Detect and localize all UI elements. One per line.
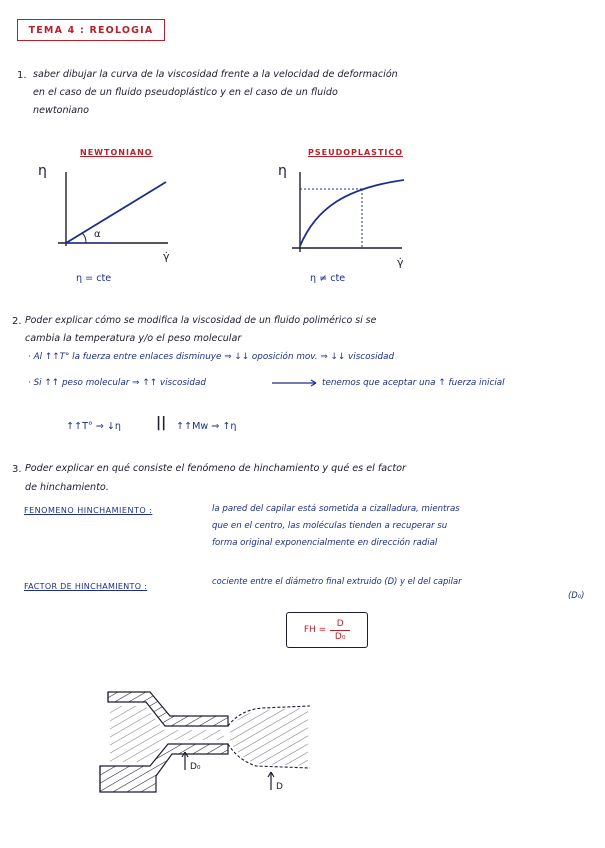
q2-bullet-2-tail: tenemos que aceptar una ↑ fuerza inicial — [322, 378, 505, 388]
q3-line-2: de hinchamiento. — [25, 482, 109, 493]
q2-bullet-1: · Al ↑↑T° la fuerza entre enlaces disminuye ⇒ ↓↓ oposición mov. ⇒ ↓↓ viscosidad — [28, 352, 395, 362]
q2-formula-right: ↑↑Mw ⇒ ↑η — [176, 421, 237, 432]
factor-tail: (D₀) — [568, 590, 585, 600]
q1-line-2: en el caso de un fluido pseudoplástico y en el caso de un fluido — [33, 87, 338, 98]
fenomeno-line-1: la pared del capilar está sometida a cizalladura, mientras — [212, 504, 460, 514]
page-title: TEMA 4 : REOLOGIA — [17, 19, 165, 41]
q2-line-1: Poder explicar cómo se modifica la viscosidad de un fluido polimérico si se — [25, 315, 377, 326]
newton-angle-symbol: α — [94, 229, 101, 240]
newton-caption: η = cte — [76, 273, 112, 284]
q2-formula-separator: || — [156, 415, 167, 431]
eq-denominator: D₀ — [334, 631, 346, 642]
pseudo-caption: η ≠ cte — [310, 273, 346, 284]
extrudate-hatch — [230, 708, 308, 766]
label-d: D — [276, 782, 283, 792]
factor-line: cociente entre el diámetro final extruido (D) y el del capilar — [212, 576, 462, 586]
q1-number: 1. — [17, 70, 27, 81]
fenomeno-line-3: forma original exponencialmente en dirección radial — [212, 538, 438, 548]
pseudo-x-symbol: γ̇ — [397, 256, 404, 269]
label-d0: D₀ — [190, 762, 201, 772]
eq-left: FH = — [303, 625, 327, 635]
q2-number: 2. — [12, 316, 22, 327]
eq-numerator: D — [336, 618, 344, 629]
pseudo-y-symbol: η — [278, 163, 287, 179]
q1-line-1: saber dibujar la curva de la viscosidad frente a la velocidad de deformación — [33, 69, 398, 80]
q3-number: 3. — [12, 464, 22, 475]
newton-x-symbol: γ̇ — [163, 250, 170, 263]
q2-bullet-2: · Si ↑↑ peso molecular ⇒ ↑↑ viscosidad — [28, 378, 206, 388]
factor-label: FACTOR DE HINCHAMIENTO : — [24, 582, 148, 591]
newton-y-symbol: η — [38, 163, 47, 179]
q2-line-2: cambia la temperatura y/o el peso molecular — [25, 333, 242, 344]
newton-heading: NEWTONIANO — [80, 148, 153, 157]
pseudo-heading: PSEUDOPLASTICO — [308, 148, 404, 157]
q1-line-3: newtoniano — [33, 105, 90, 116]
fenomeno-line-2: que en el centro, las moléculas tienden a recuperar su — [212, 521, 448, 531]
fenomeno-label: FENOMENO HINCHAMIENTO : — [24, 506, 153, 515]
q3-line-1: Poder explicar en qué consiste el fenómeno de hinchamiento y qué es el factor — [25, 463, 406, 474]
q2-formula-left: ↑↑T° ⇒ ↓η — [66, 421, 121, 432]
